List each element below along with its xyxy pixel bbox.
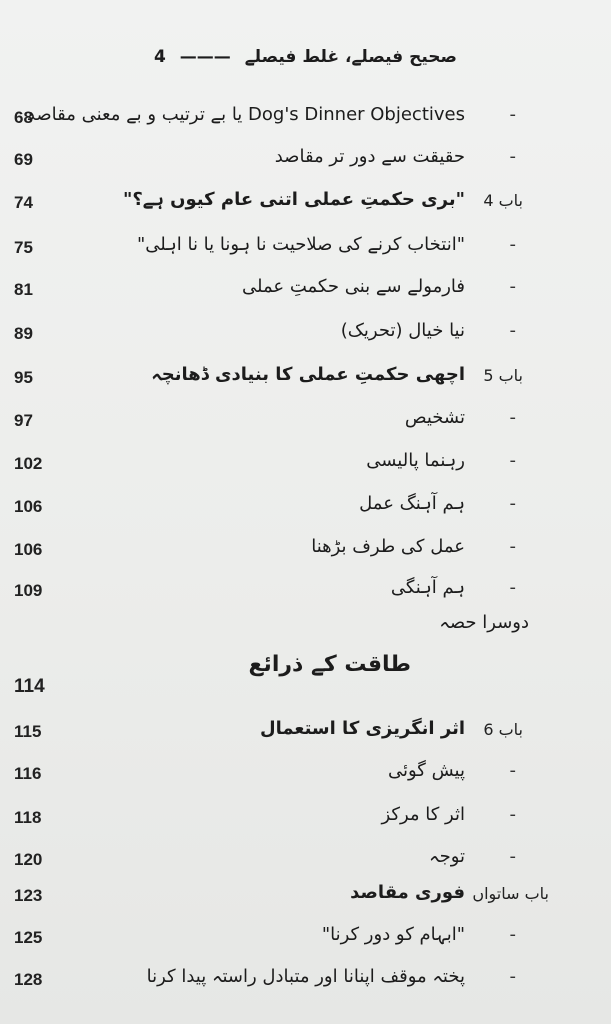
toc-entry [0, 446, 611, 486]
toc-title: نیا خیال (تحریک) [340, 320, 465, 341]
toc-title: ہم آہنگ عمل [359, 493, 465, 514]
toc-entry [0, 185, 611, 225]
toc-bullet: - [509, 407, 516, 428]
toc-bullet: - [509, 104, 516, 125]
toc-page-number: 74 [14, 193, 33, 212]
toc-entry [0, 316, 611, 356]
toc-page-number: 106 [14, 540, 43, 559]
toc-title: Dog's Dinner Objectives یا بے ترتیب و بے معنی مقاصد [26, 104, 465, 125]
toc-title: اچھی حکمتِ عملی کا بنیادی ڈھانچہ [151, 364, 465, 385]
toc-entry [0, 230, 611, 270]
toc-bullet: - [509, 804, 516, 825]
toc-title: فوری مقاصد [350, 882, 465, 903]
toc-page-number: 114 [14, 676, 45, 697]
toc-title: عمل کی طرف بڑھنا [311, 536, 465, 557]
toc-bullet: - [509, 493, 516, 514]
toc-entry [0, 142, 611, 182]
toc-entry [0, 403, 611, 443]
toc-bullet: - [509, 234, 516, 255]
toc-entry [0, 962, 611, 1002]
toc-page-number: 123 [14, 886, 43, 905]
toc-title: پیش گوئی [388, 760, 465, 781]
toc-entry [0, 360, 611, 400]
toc-bullet: - [509, 320, 516, 341]
header-title: صحیح فیصلے، غلط فیصلے [244, 47, 457, 67]
toc-entry [0, 100, 611, 140]
toc-title: فارمولے سے بنی حکمتِ عملی [242, 276, 465, 297]
toc-title: توجہ [429, 846, 465, 867]
toc-page-number: 68 [14, 108, 33, 127]
toc-entry [0, 272, 611, 312]
toc-title: پختہ موقف اپنانا اور متبادل راستہ پیدا کرنا [146, 966, 465, 987]
toc-bullet: - [509, 924, 516, 945]
toc-chapter-label: باب 5 [483, 366, 523, 385]
toc-page-number: 125 [14, 928, 43, 947]
section-heading: دوسرا حصہ [439, 612, 529, 633]
toc-title: تشخیص [404, 407, 465, 428]
toc-title: "بری حکمتِ عملی اتنی عام کیوں ہے؟" [122, 189, 465, 210]
toc-entry [0, 756, 611, 796]
toc-title: "انتخاب کرنے کی صلاحیت نا ہونا یا نا اہلی" [136, 234, 465, 255]
toc-bullet: - [509, 966, 516, 987]
toc-title: رہنما پالیسی [366, 450, 465, 471]
toc-bullet: - [509, 760, 516, 781]
toc-page-number: 89 [14, 324, 33, 343]
toc-page-number: 95 [14, 368, 33, 387]
toc-page-number: 115 [14, 722, 42, 741]
toc-title: حقیقت سے دور تر مقاصد [274, 146, 465, 167]
toc-entry [0, 878, 611, 918]
header-page-number: 4 [154, 47, 166, 67]
toc-page-number: 128 [14, 970, 43, 989]
toc-page-number: 120 [14, 850, 43, 869]
toc-page-number: 116 [14, 764, 42, 783]
header-dash: ——— [179, 47, 231, 67]
toc-bullet: - [509, 146, 516, 167]
toc-bullet: - [509, 577, 516, 598]
toc-title: اثر انگریزی کا استعمال [259, 718, 465, 739]
toc-page-number: 118 [14, 808, 42, 827]
toc-page-number: 69 [14, 150, 33, 169]
toc-title: ہم آہنگی [390, 577, 465, 598]
toc-page-number: 102 [14, 454, 43, 473]
toc-title: اثر کا مرکز [381, 804, 465, 825]
toc-entry [0, 920, 611, 960]
toc-chapter-label: باب 4 [483, 191, 523, 210]
toc-bullet: - [509, 846, 516, 867]
toc-page-number: 75 [14, 238, 33, 257]
toc-page-number: 106 [14, 497, 43, 516]
toc-page-number: 97 [14, 411, 33, 430]
toc-entry [0, 489, 611, 529]
toc-bullet: - [509, 536, 516, 557]
toc-title: "ابہام کو دور کرنا" [321, 924, 465, 945]
toc-entry [0, 842, 611, 882]
toc-chapter-label: باب ساتواں [472, 884, 549, 903]
toc-chapter-label: باب 6 [483, 720, 523, 739]
toc-bullet: - [509, 276, 516, 297]
toc-entry [0, 532, 611, 572]
section-title: طاقت کے ذرائع [248, 652, 411, 677]
toc-page-number: 81 [14, 280, 33, 299]
toc-page-number: 109 [14, 581, 43, 600]
toc-entry [0, 800, 611, 840]
toc-entry [0, 573, 611, 613]
toc-bullet: - [509, 450, 516, 471]
toc-entry [0, 714, 611, 754]
page-header [0, 46, 611, 67]
